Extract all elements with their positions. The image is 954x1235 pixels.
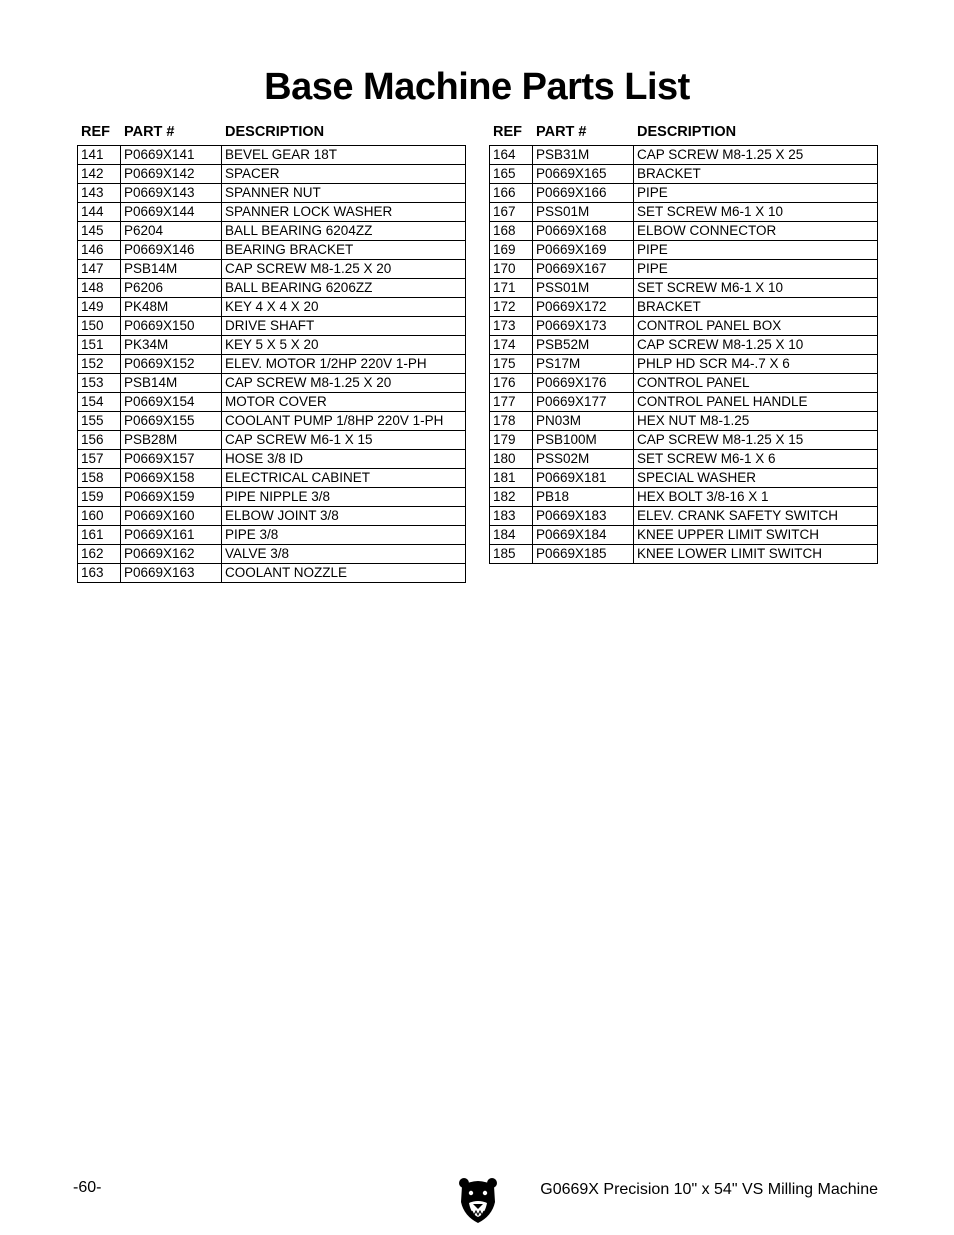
- description-cell: KEY 4 X 4 X 20: [222, 298, 466, 317]
- description-cell: PIPE: [634, 260, 878, 279]
- description-cell: PIPE NIPPLE 3/8: [222, 488, 466, 507]
- table-row: [490, 260, 878, 279]
- part-number-cell: P0669X157: [121, 450, 222, 469]
- ref-cell: 176: [490, 374, 533, 393]
- ref-cell: 150: [78, 317, 121, 336]
- part-number-cell: P0669X142: [121, 165, 222, 184]
- part-number-cell: P0669X183: [533, 507, 634, 526]
- part-number-cell: P0669X168: [533, 222, 634, 241]
- table-row: [78, 317, 466, 336]
- page-number: -60-: [73, 1179, 102, 1196]
- table-row: [78, 203, 466, 222]
- description-cell: ELBOW CONNECTOR: [634, 222, 878, 241]
- table-row: [490, 412, 878, 431]
- description-cell: ELBOW JOINT 3/8: [222, 507, 466, 526]
- ref-cell: 144: [78, 203, 121, 222]
- part-number-cell: P6204: [121, 222, 222, 241]
- part-number-cell: P0669X184: [533, 526, 634, 545]
- part-number-cell: P0669X141: [121, 146, 222, 165]
- part-number-cell: P0669X143: [121, 184, 222, 203]
- ref-cell: 179: [490, 431, 533, 450]
- ref-cell: 161: [78, 526, 121, 545]
- ref-cell: 170: [490, 260, 533, 279]
- ref-cell: 149: [78, 298, 121, 317]
- description-cell: CAP SCREW M8-1.25 X 20: [222, 260, 466, 279]
- table-header: [77, 122, 465, 145]
- table-row: [78, 241, 466, 260]
- part-number-cell: P0669X177: [533, 393, 634, 412]
- table-row: [78, 146, 466, 165]
- table-row: [490, 298, 878, 317]
- description-cell: CAP SCREW M8-1.25 X 25: [634, 146, 878, 165]
- description-cell: KEY 5 X 5 X 20: [222, 336, 466, 355]
- description-cell: BEVEL GEAR 18T: [222, 146, 466, 165]
- part-number-cell: P0669X160: [121, 507, 222, 526]
- table-row: [78, 298, 466, 317]
- description-cell: CAP SCREW M8-1.25 X 10: [634, 336, 878, 355]
- description-cell: MOTOR COVER: [222, 393, 466, 412]
- column-header-description: DESCRIPTION: [225, 124, 325, 140]
- ref-cell: 164: [490, 146, 533, 165]
- description-cell: ELEV. CRANK SAFETY SWITCH: [634, 507, 878, 526]
- ref-cell: 152: [78, 355, 121, 374]
- table-row: [78, 469, 466, 488]
- part-number-cell: P0669X173: [533, 317, 634, 336]
- part-number-cell: P0669X152: [121, 355, 222, 374]
- description-cell: CAP SCREW M6-1 X 15: [222, 431, 466, 450]
- description-cell: CONTROL PANEL HANDLE: [634, 393, 878, 412]
- description-cell: SET SCREW M6-1 X 10: [634, 279, 878, 298]
- table-row: [78, 412, 466, 431]
- parts-table: [489, 145, 878, 564]
- description-cell: SET SCREW M6-1 X 6: [634, 450, 878, 469]
- ref-cell: 154: [78, 393, 121, 412]
- table-row: [490, 241, 878, 260]
- ref-cell: 168: [490, 222, 533, 241]
- part-number-cell: P0669X155: [121, 412, 222, 431]
- table-row: [78, 450, 466, 469]
- table-row: [78, 165, 466, 184]
- part-number-cell: P6206: [121, 279, 222, 298]
- description-cell: COOLANT PUMP 1/8HP 220V 1-PH: [222, 412, 466, 431]
- table-row: [78, 260, 466, 279]
- description-cell: BEARING BRACKET: [222, 241, 466, 260]
- parts-table-left: [77, 122, 465, 583]
- description-cell: HOSE 3/8 ID: [222, 450, 466, 469]
- ref-cell: 147: [78, 260, 121, 279]
- ref-cell: 148: [78, 279, 121, 298]
- ref-cell: 156: [78, 431, 121, 450]
- table-row: [490, 165, 878, 184]
- table-row: [490, 222, 878, 241]
- column-header-part: PART #: [124, 124, 175, 140]
- column-header-description: DESCRIPTION: [637, 124, 737, 140]
- part-number-cell: P0669X181: [533, 469, 634, 488]
- ref-cell: 182: [490, 488, 533, 507]
- part-number-cell: P0669X185: [533, 545, 634, 564]
- ref-cell: 151: [78, 336, 121, 355]
- page-title: Base Machine Parts List: [264, 66, 690, 108]
- ref-cell: 165: [490, 165, 533, 184]
- description-cell: HEX BOLT 3/8-16 X 1: [634, 488, 878, 507]
- table-row: [490, 203, 878, 222]
- table-row: [78, 545, 466, 564]
- part-number-cell: PSB100M: [533, 431, 634, 450]
- part-number-cell: PSS01M: [533, 203, 634, 222]
- ref-cell: 155: [78, 412, 121, 431]
- description-cell: CONTROL PANEL: [634, 374, 878, 393]
- part-number-cell: P0669X146: [121, 241, 222, 260]
- ref-cell: 153: [78, 374, 121, 393]
- description-cell: PIPE: [634, 184, 878, 203]
- part-number-cell: P0669X165: [533, 165, 634, 184]
- description-cell: KNEE UPPER LIMIT SWITCH: [634, 526, 878, 545]
- part-number-cell: P0669X159: [121, 488, 222, 507]
- description-cell: KNEE LOWER LIMIT SWITCH: [634, 545, 878, 564]
- description-cell: SPANNER NUT: [222, 184, 466, 203]
- description-cell: BRACKET: [634, 298, 878, 317]
- parts-table: [77, 145, 466, 583]
- part-number-cell: PK48M: [121, 298, 222, 317]
- part-number-cell: P0669X172: [533, 298, 634, 317]
- description-cell: SET SCREW M6-1 X 10: [634, 203, 878, 222]
- ref-cell: 163: [78, 564, 121, 583]
- description-cell: HEX NUT M8-1.25: [634, 412, 878, 431]
- part-number-cell: PSB14M: [121, 374, 222, 393]
- ref-cell: 145: [78, 222, 121, 241]
- ref-cell: 172: [490, 298, 533, 317]
- table-row: [78, 507, 466, 526]
- part-number-cell: P0669X162: [121, 545, 222, 564]
- part-number-cell: PSS01M: [533, 279, 634, 298]
- table-row: [490, 146, 878, 165]
- table-row: [490, 374, 878, 393]
- part-number-cell: P0669X176: [533, 374, 634, 393]
- ref-cell: 173: [490, 317, 533, 336]
- table-row: [490, 488, 878, 507]
- ref-cell: 157: [78, 450, 121, 469]
- manual-title: G0669X Precision 10" x 54" VS Milling Machine: [540, 1181, 878, 1198]
- part-number-cell: P0669X158: [121, 469, 222, 488]
- table-row: [490, 469, 878, 488]
- part-number-cell: PB18: [533, 488, 634, 507]
- ref-cell: 146: [78, 241, 121, 260]
- description-cell: VALVE 3/8: [222, 545, 466, 564]
- ref-cell: 178: [490, 412, 533, 431]
- part-number-cell: P0669X161: [121, 526, 222, 545]
- table-row: [490, 184, 878, 203]
- part-number-cell: P0669X144: [121, 203, 222, 222]
- part-number-cell: P0669X167: [533, 260, 634, 279]
- table-row: [78, 488, 466, 507]
- column-header-ref: REF: [81, 124, 110, 140]
- part-number-cell: PK34M: [121, 336, 222, 355]
- ref-cell: 166: [490, 184, 533, 203]
- table-row: [78, 374, 466, 393]
- ref-cell: 185: [490, 545, 533, 564]
- part-number-cell: P0669X166: [533, 184, 634, 203]
- ref-cell: 167: [490, 203, 533, 222]
- part-number-cell: PN03M: [533, 412, 634, 431]
- ref-cell: 160: [78, 507, 121, 526]
- ref-cell: 162: [78, 545, 121, 564]
- table-row: [78, 222, 466, 241]
- ref-cell: 159: [78, 488, 121, 507]
- description-cell: COOLANT NOZZLE: [222, 564, 466, 583]
- description-cell: DRIVE SHAFT: [222, 317, 466, 336]
- ref-cell: 174: [490, 336, 533, 355]
- column-header-ref: REF: [493, 124, 522, 140]
- description-cell: SPANNER LOCK WASHER: [222, 203, 466, 222]
- table-row: [490, 355, 878, 374]
- part-number-cell: PSS02M: [533, 450, 634, 469]
- description-cell: CAP SCREW M8-1.25 X 20: [222, 374, 466, 393]
- table-header: [489, 122, 877, 145]
- ref-cell: 183: [490, 507, 533, 526]
- description-cell: PIPE: [634, 241, 878, 260]
- table-row: [490, 526, 878, 545]
- ref-cell: 169: [490, 241, 533, 260]
- description-cell: SPACER: [222, 165, 466, 184]
- table-row: [490, 279, 878, 298]
- column-header-part: PART #: [536, 124, 587, 140]
- ref-cell: 142: [78, 165, 121, 184]
- part-number-cell: P0669X163: [121, 564, 222, 583]
- description-cell: ELECTRICAL CABINET: [222, 469, 466, 488]
- table-row: [490, 545, 878, 564]
- description-cell: SPECIAL WASHER: [634, 469, 878, 488]
- part-number-cell: P0669X150: [121, 317, 222, 336]
- description-cell: PIPE 3/8: [222, 526, 466, 545]
- ref-cell: 180: [490, 450, 533, 469]
- table-row: [78, 355, 466, 374]
- part-number-cell: PS17M: [533, 355, 634, 374]
- description-cell: BALL BEARING 6206ZZ: [222, 279, 466, 298]
- parts-table-right: [489, 122, 877, 564]
- part-number-cell: PSB14M: [121, 260, 222, 279]
- ref-cell: 175: [490, 355, 533, 374]
- ref-cell: 141: [78, 146, 121, 165]
- table-row: [78, 431, 466, 450]
- description-cell: CAP SCREW M8-1.25 X 15: [634, 431, 878, 450]
- part-number-cell: P0669X154: [121, 393, 222, 412]
- ref-cell: 171: [490, 279, 533, 298]
- description-cell: BALL BEARING 6204ZZ: [222, 222, 466, 241]
- ref-cell: 181: [490, 469, 533, 488]
- table-row: [78, 564, 466, 583]
- table-row: [78, 336, 466, 355]
- ref-cell: 184: [490, 526, 533, 545]
- table-row: [490, 393, 878, 412]
- table-row: [78, 184, 466, 203]
- table-row: [78, 526, 466, 545]
- bear-head-icon: [458, 1176, 498, 1224]
- ref-cell: 143: [78, 184, 121, 203]
- part-number-cell: PSB31M: [533, 146, 634, 165]
- ref-cell: 158: [78, 469, 121, 488]
- description-cell: BRACKET: [634, 165, 878, 184]
- table-row: [490, 450, 878, 469]
- ref-cell: 177: [490, 393, 533, 412]
- part-number-cell: P0669X169: [533, 241, 634, 260]
- table-row: [78, 279, 466, 298]
- table-row: [490, 431, 878, 450]
- part-number-cell: PSB28M: [121, 431, 222, 450]
- table-row: [490, 507, 878, 526]
- table-row: [490, 317, 878, 336]
- description-cell: CONTROL PANEL BOX: [634, 317, 878, 336]
- part-number-cell: PSB52M: [533, 336, 634, 355]
- table-row: [78, 393, 466, 412]
- description-cell: ELEV. MOTOR 1/2HP 220V 1-PH: [222, 355, 466, 374]
- description-cell: PHLP HD SCR M4-.7 X 6: [634, 355, 878, 374]
- table-row: [490, 336, 878, 355]
